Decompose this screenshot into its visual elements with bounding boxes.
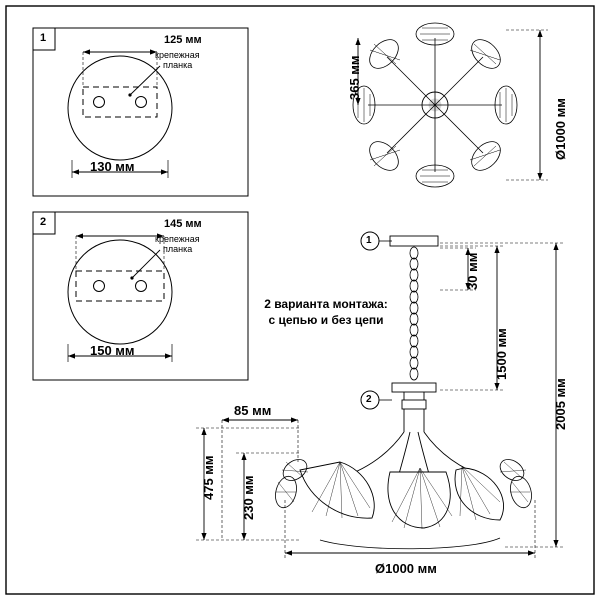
arm-offset-dimension: 85 мм xyxy=(234,403,272,418)
body-height-dimension: 475 мм xyxy=(201,455,216,500)
mounting-note-line2: с цепью и без цепи xyxy=(268,313,384,328)
panel1-callout-line2: планка xyxy=(163,60,193,70)
side-view-marker-1: 1 xyxy=(366,235,372,246)
panel2-callout-line1: крепежная xyxy=(155,234,200,244)
panel2-number: 2 xyxy=(40,216,47,228)
chain-total-dimension: 1500 мм xyxy=(494,328,509,380)
top-view-plan xyxy=(353,23,517,187)
top-view-diameter-dimension: Ø1000 мм xyxy=(553,98,568,160)
panel1-top-dimension: 125 мм xyxy=(164,34,202,46)
chain-link-dimension: 30 мм xyxy=(465,252,480,290)
panel1-callout-line1: крепежная xyxy=(155,50,200,60)
side-view-marker-2: 2 xyxy=(366,394,372,405)
panel2-callout-line2: планка xyxy=(163,244,193,254)
top-view-height-dimension: 365 мм xyxy=(347,55,362,100)
shade-height-dimension: 230 мм xyxy=(241,475,256,520)
mounting-note-line1: 2 варианта монтажа: xyxy=(264,297,388,311)
total-height-dimension: 2005 мм xyxy=(553,378,568,430)
panel1-number: 1 xyxy=(40,32,47,44)
panel2-top-dimension: 145 мм xyxy=(164,218,202,230)
panel2-bottom-dimension: 150 мм xyxy=(90,343,135,358)
bottom-diameter-dimension: Ø1000 мм xyxy=(375,561,437,576)
panel1-bottom-dimension: 130 мм xyxy=(90,159,135,174)
side-view-elevation xyxy=(272,236,535,549)
